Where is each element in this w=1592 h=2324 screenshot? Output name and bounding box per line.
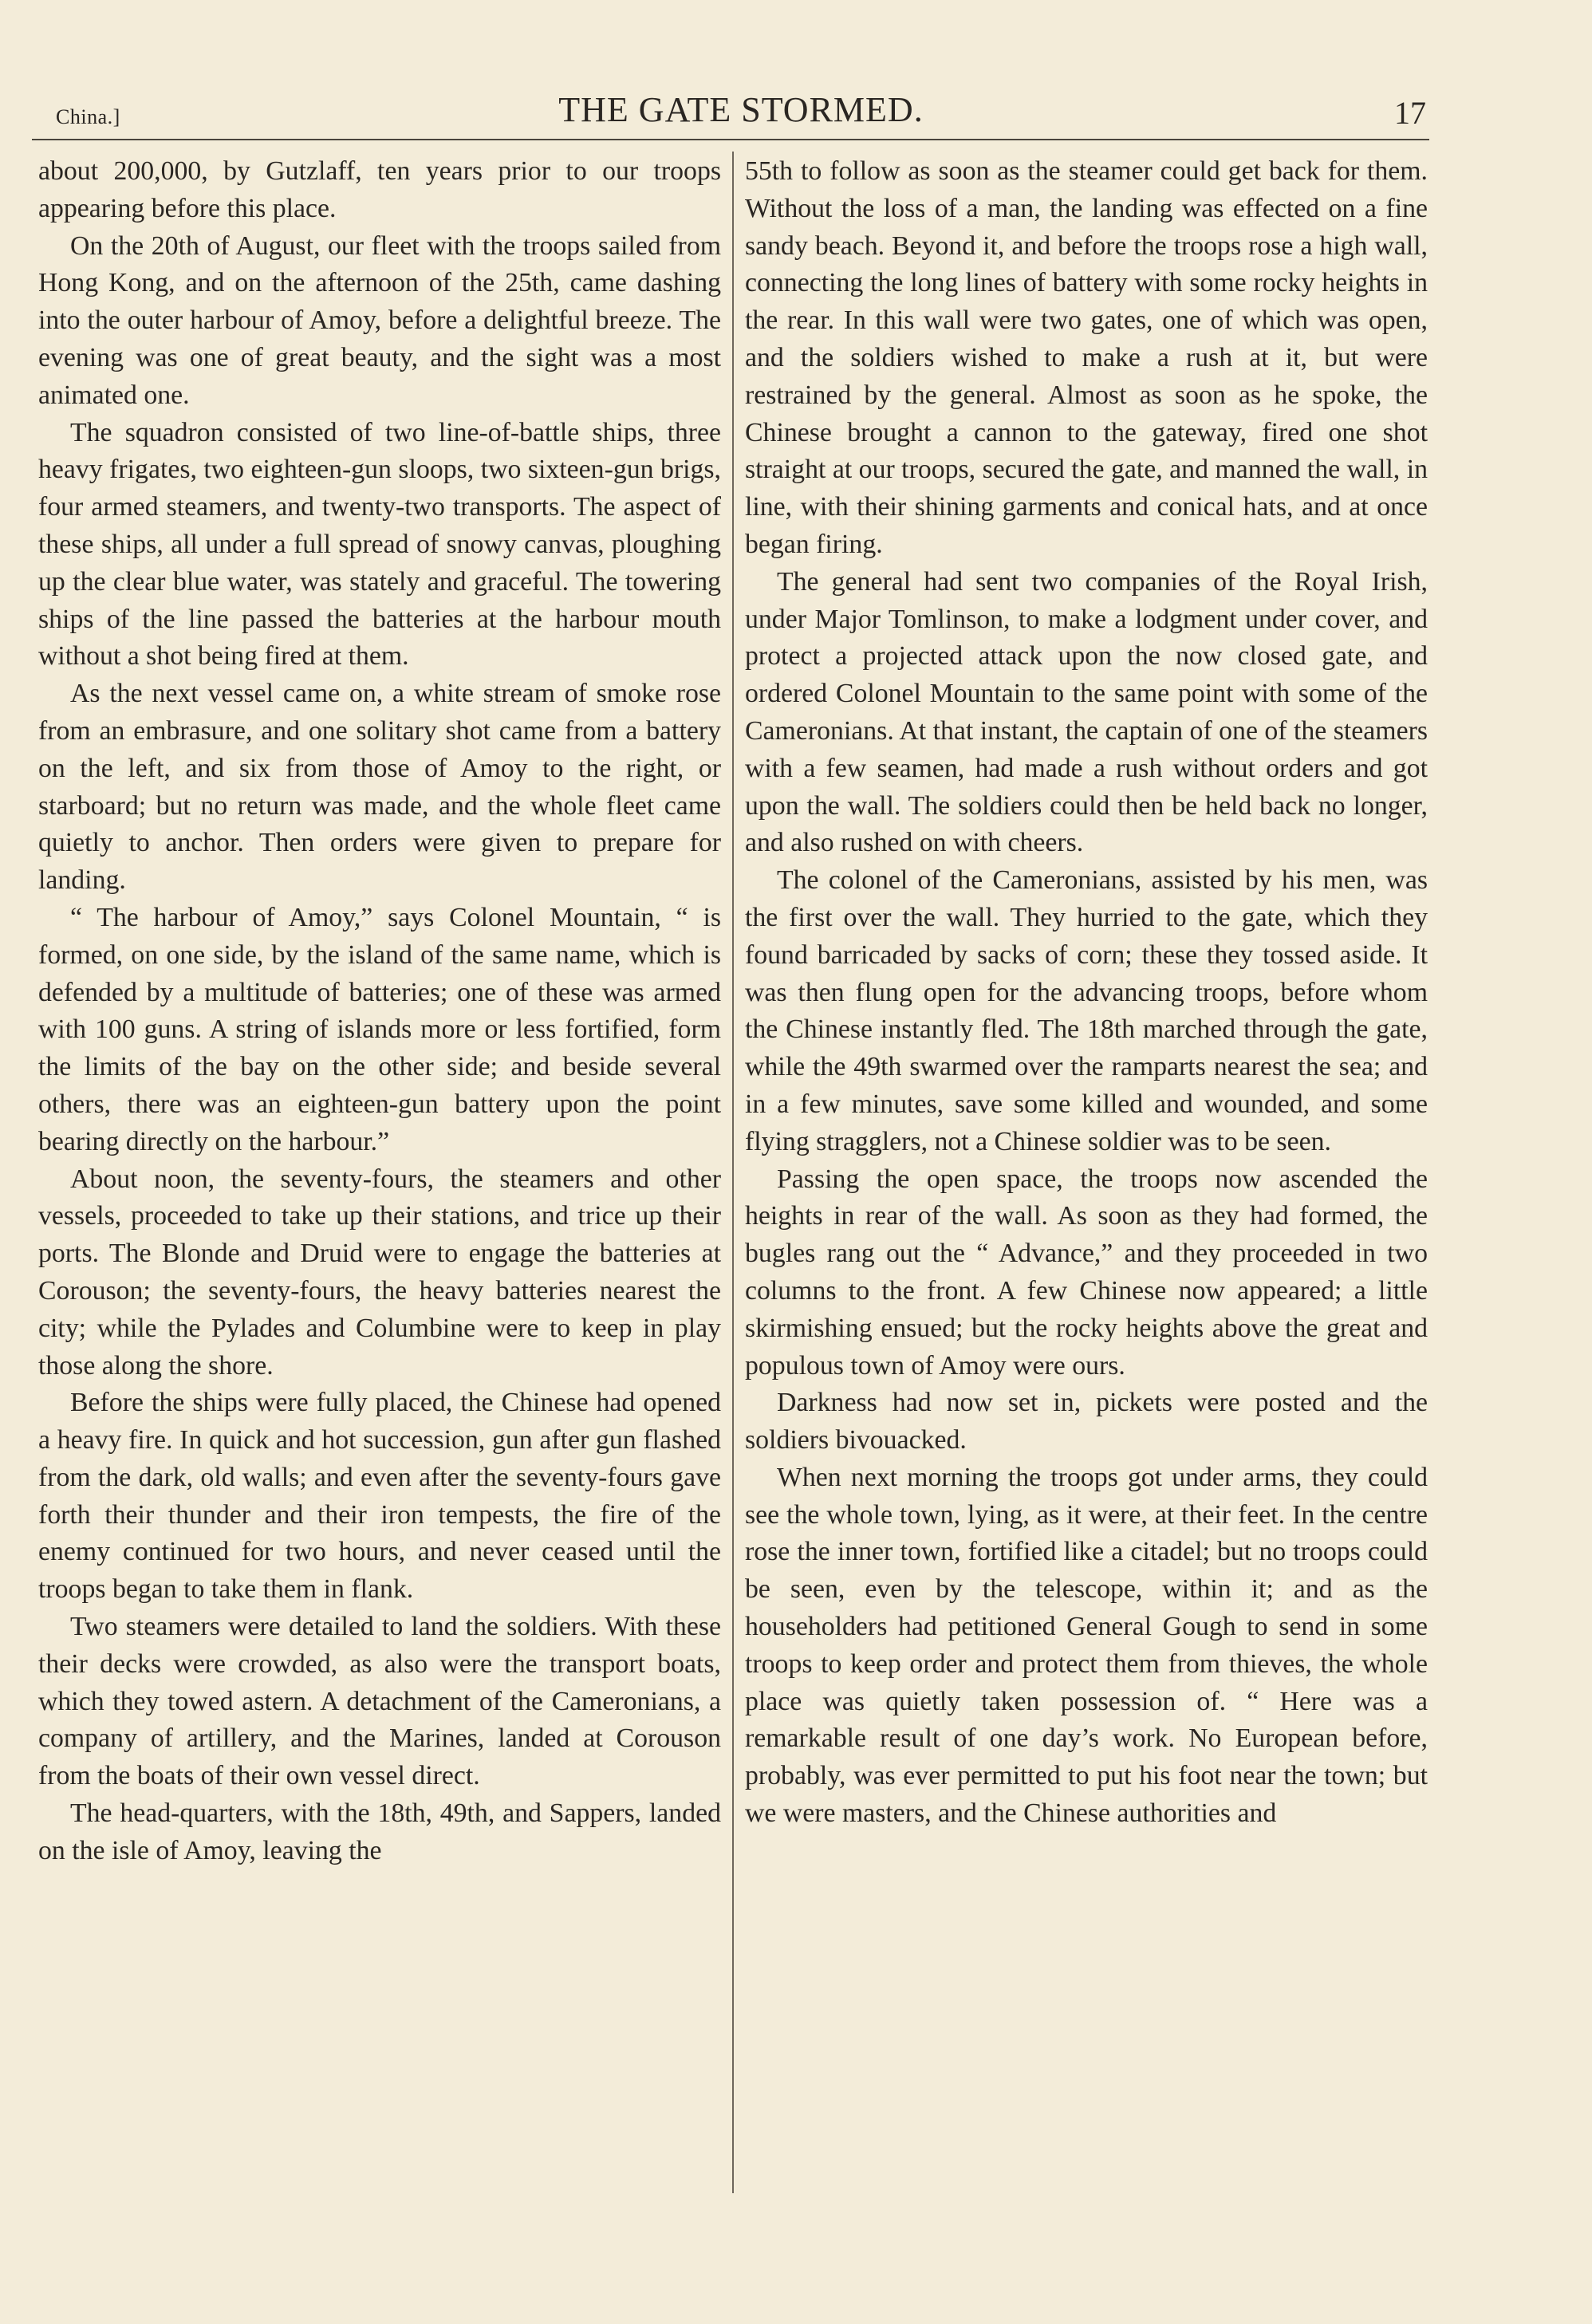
column-divider bbox=[732, 152, 734, 2193]
paragraph: The head-quarters, with the 18th, 49th, and Sappers, landed on the isle of Amoy, leaving the bbox=[38, 1798, 721, 1865]
paragraph: On the 20th of August, our fleet with the troops sailed from Hong Kong, and on the afternoon of the 25th, came dashing into the outer harbour of Amoy, before a delightful breeze. The evening was one of great beauty, and the sight was a most animated one. bbox=[38, 230, 721, 410]
paragraph: The colonel of the Cameronians, assisted by his men, was the first over the wall. They hurried to the gate, which they found barricaded by sacks of corn; these they tossed aside. It was then flung open for the advancing troops, before whom the Chinese instantly fled. The 18th marched through the gate, while the 49th swarmed over the ramparts nearest the sea; and in a few minutes, save some killed and wounded, and some flying stragglers, not a Chinese soldier was to be seen. bbox=[745, 865, 1428, 1156]
paragraph: When next morning the troops got under arms, they could see the whole town, lying, as it were, at their feet. In the centre rose the inner town, fortified like a citadel; but no troops could be seen, even by the telescope, within it; and as the householders had petitioned General Gough to send in some troops to keep order and protect them from thieves, the whole place was quietly taken possession of. “ Here was a remarkable result of one day’s work. No European before, probably, was ever permitted to put his foot near the town; but we were masters, and the Chinese authorities and bbox=[745, 1462, 1428, 1829]
running-head-title: THE GATE STORMED. bbox=[558, 90, 924, 129]
paragraph: Darkness had now set in, pickets were posted and the soldiers bivouacked. bbox=[745, 1388, 1428, 1455]
right-column bbox=[745, 153, 1428, 1833]
running-head-section: China.] bbox=[56, 105, 120, 128]
paragraph: Before the ships were fully placed, the Chinese had opened a heavy fire. In quick and hot succession, gun after gun flashed from the dark, old walls; and even after the seventy-fours gave forth their thunder and their iron tempests, the fire of the enemy continued for two hours, and never ceased until the troops began to take them in flank. bbox=[38, 1388, 721, 1605]
paragraph: 55th to follow as soon as the steamer could get back for them. Without the loss of a man, the landing was effected on a fine sandy beach. Beyond it, and before the troops rose a high wall, connecting the long lines of battery with some rocky heights in the rear. In this wall were two gates, one of which was open, and the soldiers wished to make a rush at it, but were restrained by the general. Almost as soon as he spoke, the Chinese brought a cannon to the gateway, fired one shot straight at our troops, secured the gate, and manned the wall, in line, with their shining garments and conical hats, and at once began firing. bbox=[745, 156, 1428, 559]
paragraph: about 200,000, by Gutzlaff, ten years prior to our troops appearing before this place. bbox=[38, 156, 721, 223]
paragraph: About noon, the seventy-fours, the steamers and other vessels, proceeded to take up their stations, and trice up their ports. The Blonde and Druid were to engage the batteries at Corouson; the seventy-fours, the heavy batteries nearest the city; while the Pylades and Columbine were to keep in play those along the shore. bbox=[38, 1164, 721, 1381]
page-number: 17 bbox=[1394, 95, 1426, 131]
left-column bbox=[38, 153, 721, 1870]
paragraph: Two steamers were detailed to land the soldiers. With these their decks were crowded, as also were the transport boats, which they towed astern. A detachment of the Cameronians, a company of artillery, and the Marines, landed at Corouson from the boats of their own vessel direct. bbox=[38, 1612, 721, 1791]
paragraph: The squadron consisted of two line-of-battle ships, three heavy frigates, two eighteen-gun sloops, two sixteen-gun brigs, four armed steamers, and twenty-two transports. The aspect of these ships, all under a full spread of snowy canvas, ploughing up the clear blue water, was stately and graceful. The towering ships of the line passed the batteries at the harbour mouth without a shot being fired at them. bbox=[38, 417, 722, 672]
paragraph: The general had sent two companies of the Royal Irish, under Major Tomlinson, to make a lodgment under cover, and protect a projected attack upon the now closed gate, and ordered Colonel Mountain to the same point with some of the Cameronians. At that instant, the captain of one of the steamers with a few seamen, had made a rush without orders and got upon the wall. The soldiers could then be held back no longer, and also rushed on with cheers. bbox=[745, 566, 1428, 858]
paragraph: As the next vessel came on, a white stream of smoke rose from an embrasure, and one solitary shot came from a battery on the left, and six from those of Amoy to the right, or starboard; but no return was made, and the whole fleet came quietly to anchor. Then orders were given to prepare for landing. bbox=[38, 679, 721, 896]
header-rule bbox=[32, 139, 1429, 140]
page-header bbox=[56, 89, 1426, 145]
paragraph: “ The harbour of Amoy,” says Colonel Mountain, “ is formed, on one side, by the island of the same name, which is defended by a multitude of batteries; one of these was armed with 100 guns. A string of islands more or less fortified, form the limits of the bay on the other side; and beside several others, there was an eighteen-gun battery upon the point bearing directly on the harbour.” bbox=[38, 902, 721, 1156]
paragraph: Passing the open space, the troops now ascended the heights in rear of the wall. As soon as they had formed, the bugles rang out the “ Advance,” and they proceeded in two columns to the front. A few Chinese now appeared; a little skirmishing ensued; but the rocky heights above the great and populous town of Amoy were ours. bbox=[745, 1164, 1428, 1381]
